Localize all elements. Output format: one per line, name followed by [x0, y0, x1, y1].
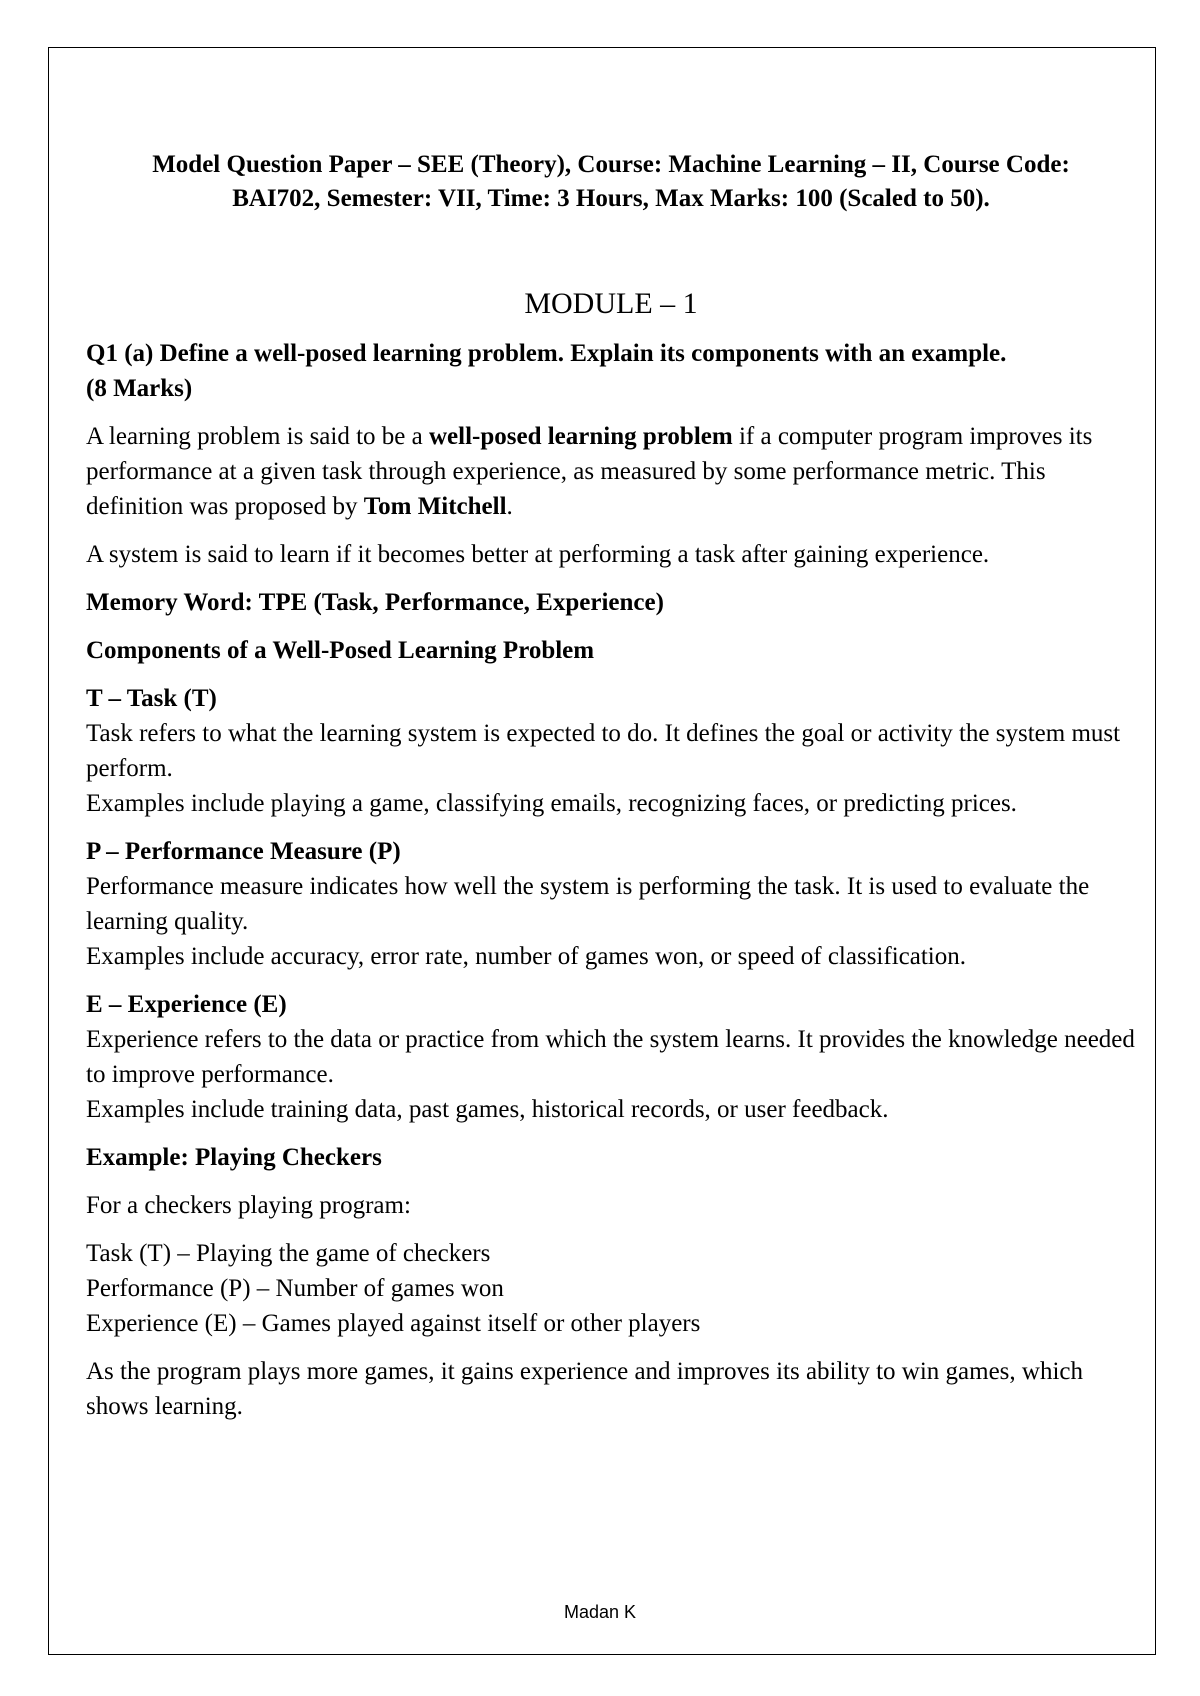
example-task: Task (T) – Playing the game of checkers — [86, 1240, 491, 1267]
paper-title-line1: Model Question Paper – SEE (Theory), Course: Machine Learning – II, Course Code: — [152, 151, 1070, 178]
example-heading: Example: Playing Checkers — [86, 1144, 382, 1171]
definition-text-b: if a computer program improves its performance at a given task through experience, as measured by some performance metric. This definition was proposed by — [86, 423, 1093, 520]
definition-paragraph — [86, 419, 1136, 524]
task-heading: T – Task (T) — [86, 685, 217, 712]
author-name: Tom Mitchell — [363, 493, 507, 520]
question-line1: Q1 (a) Define a well-posed learning problem. Explain its components with an example. — [86, 340, 1007, 367]
experience-description: Experience refers to the data or practice from which the system learns. It provides the knowledge needed to improve performance. — [86, 1026, 1135, 1088]
task-examples: Examples include playing a game, classifying emails, recognizing faces, or predicting prices. — [86, 790, 1017, 817]
example-conclusion: As the program plays more games, it gains experience and improves its ability to win games, which shows learning. — [86, 1358, 1083, 1420]
task-section — [86, 681, 1136, 821]
performance-description: Performance measure indicates how well the system is performing the task. It is used to evaluate the learning quality. — [86, 873, 1090, 935]
paper-title — [86, 148, 1136, 216]
paper-title-line2: BAI702, Semester: VII, Time: 3 Hours, Max Marks: 100 (Scaled to 50). — [232, 185, 990, 212]
definition-text-a: A learning problem is said to be a — [86, 423, 429, 450]
example-intro: For a checkers playing program: — [86, 1192, 411, 1219]
module-heading: MODULE – 1 — [524, 287, 698, 320]
task-description: Task refers to what the learning system is expected to do. It defines the goal or activity the system must perform. — [86, 720, 1121, 782]
performance-examples: Examples include accuracy, error rate, number of games won, or speed of classification. — [86, 943, 966, 970]
document-body — [86, 138, 1136, 1437]
definition-end: . — [506, 493, 513, 520]
example-list — [86, 1236, 1136, 1341]
example-experience: Experience (E) – Games played against itself or other players — [86, 1310, 701, 1337]
experience-heading: E – Experience (E) — [86, 991, 287, 1018]
components-heading: Components of a Well-Posed Learning Problem — [86, 637, 595, 664]
question-marks: (8 Marks) — [86, 375, 193, 402]
question-q1a — [86, 336, 1136, 406]
performance-section — [86, 834, 1136, 974]
example-performance: Performance (P) – Number of games won — [86, 1275, 504, 1302]
learning-statement: A system is said to learn if it becomes better at performing a task after gaining experience. — [86, 541, 990, 568]
definition-term: well-posed learning problem — [428, 423, 733, 450]
performance-heading: P – Performance Measure (P) — [86, 838, 401, 865]
footer-author: Madan K — [563, 1602, 637, 1622]
memory-word: Memory Word: TPE (Task, Performance, Experience) — [86, 589, 664, 616]
experience-section — [86, 987, 1136, 1127]
experience-examples: Examples include training data, past games, historical records, or user feedback. — [86, 1096, 889, 1123]
